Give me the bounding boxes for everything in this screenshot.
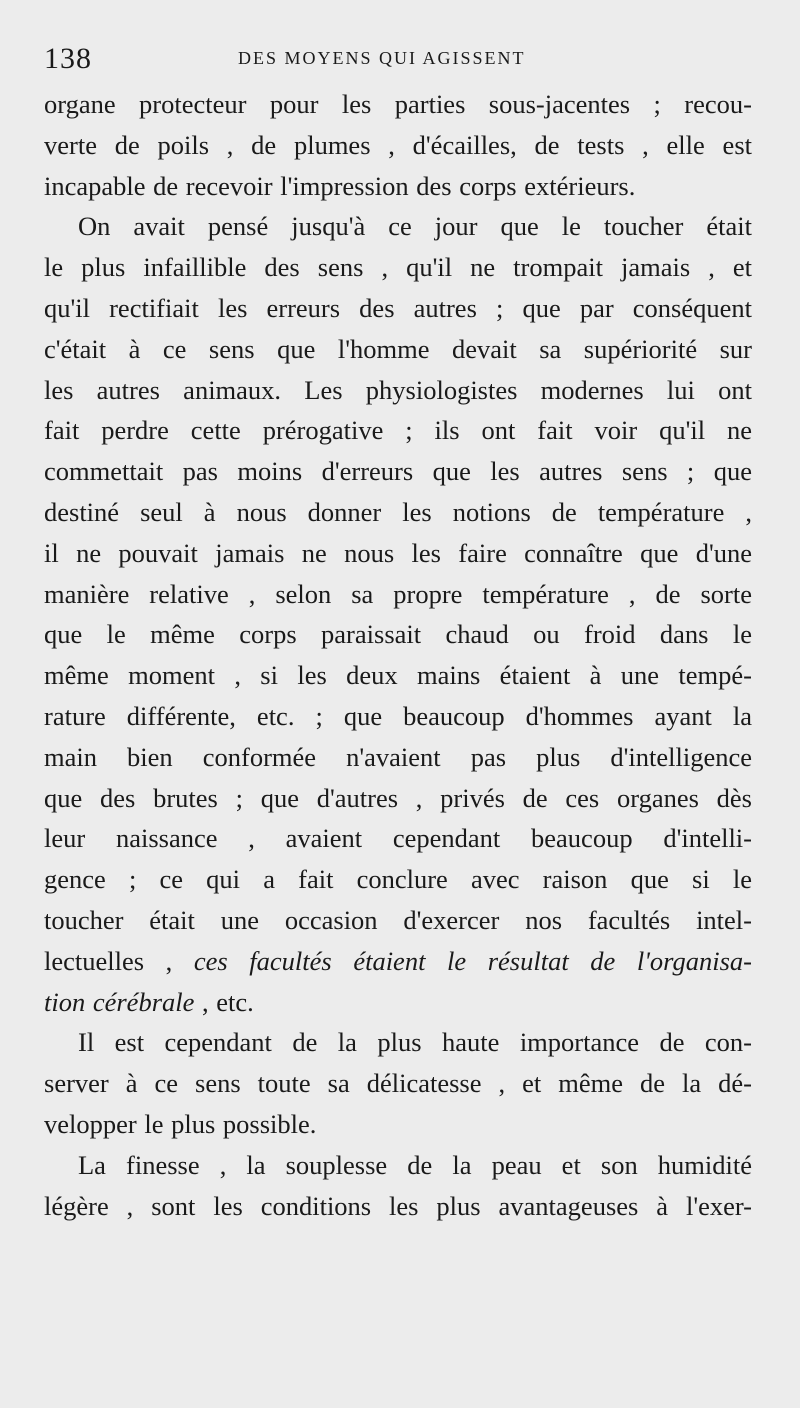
text-roman: , etc. [194,986,254,1017]
text-line: leur naissance , avaient cependant beaucoup d'intelli- [44,823,752,854]
text-line: organe protecteur pour les parties sous-jacentes ; recou- [44,89,752,119]
text-line: On avait pensé jusqu'à ce jour que le toucher était [78,211,752,242]
text-line: server à ce sens toute sa délicatesse , et même de la dé- [44,1068,752,1099]
text-line: velopper le plus possible. [44,1108,317,1139]
running-head: DES MOYENS QUI AGISSENT [238,48,526,68]
page-number: 138 [44,42,92,75]
text-line: c'était à ce sens que l'homme devait sa supériorité sur [44,333,752,364]
text-line [44,941,752,982]
text-line: que des brutes ; que d'autres , privés de ces organes dès [44,782,752,813]
text-line: incapable de recevoir l'impression des corps extérieurs. [44,170,636,201]
text-roman: lectuelles , [44,945,194,976]
text-line: il ne pouvait jamais ne nous les faire connaître que d'une [44,537,752,568]
text-line: les autres animaux. Les physiologistes modernes lui ont [44,374,752,405]
text-line: toucher était une occasion d'exercer nos facultés intel- [44,904,752,935]
text-line: Il est cependant de la plus haute importance de con- [78,1027,752,1058]
text-line: rature différente, etc. ; que beaucoup d'hommes ayant la [44,700,752,731]
text-line: que le même corps paraissait chaud ou froid dans le [44,619,752,650]
text-line: destiné seul à nous donner les notions de température , [44,496,752,527]
text-italic: ces facultés étaient le résultat de l'organisa- [193,945,753,976]
text-line: manière relative , selon sa propre température , de sorte [44,578,752,609]
text-line: commettait pas moins d'erreurs que les autres sens ; que [44,456,752,487]
page-header [44,38,750,78]
text-line: La finesse , la souplesse de la peau et son humidité [78,1149,752,1180]
text-line: main bien conformée n'avaient pas plus d'intelligence [44,741,752,772]
text-line [44,982,752,1023]
text-line: verte de poils , de plumes , d'écailles, de tests , elle est [44,129,752,160]
text-line: le plus infaillible des sens , qu'il ne trompait jamais , et [44,252,752,283]
body-text [44,84,752,1226]
text-line: fait perdre cette prérogative ; ils ont fait voir qu'il ne [44,415,752,446]
text-line: légère , sont les conditions les plus avantageuses à l'exer- [44,1190,752,1221]
text-line: qu'il rectifiait les erreurs des autres ; que par conséquent [44,292,752,323]
text-line: gence ; ce qui a fait conclure avec raison que si le [44,864,752,895]
text-line: même moment , si les deux mains étaient à une tempé- [44,660,752,691]
text-italic: tion cérébrale [44,986,195,1017]
